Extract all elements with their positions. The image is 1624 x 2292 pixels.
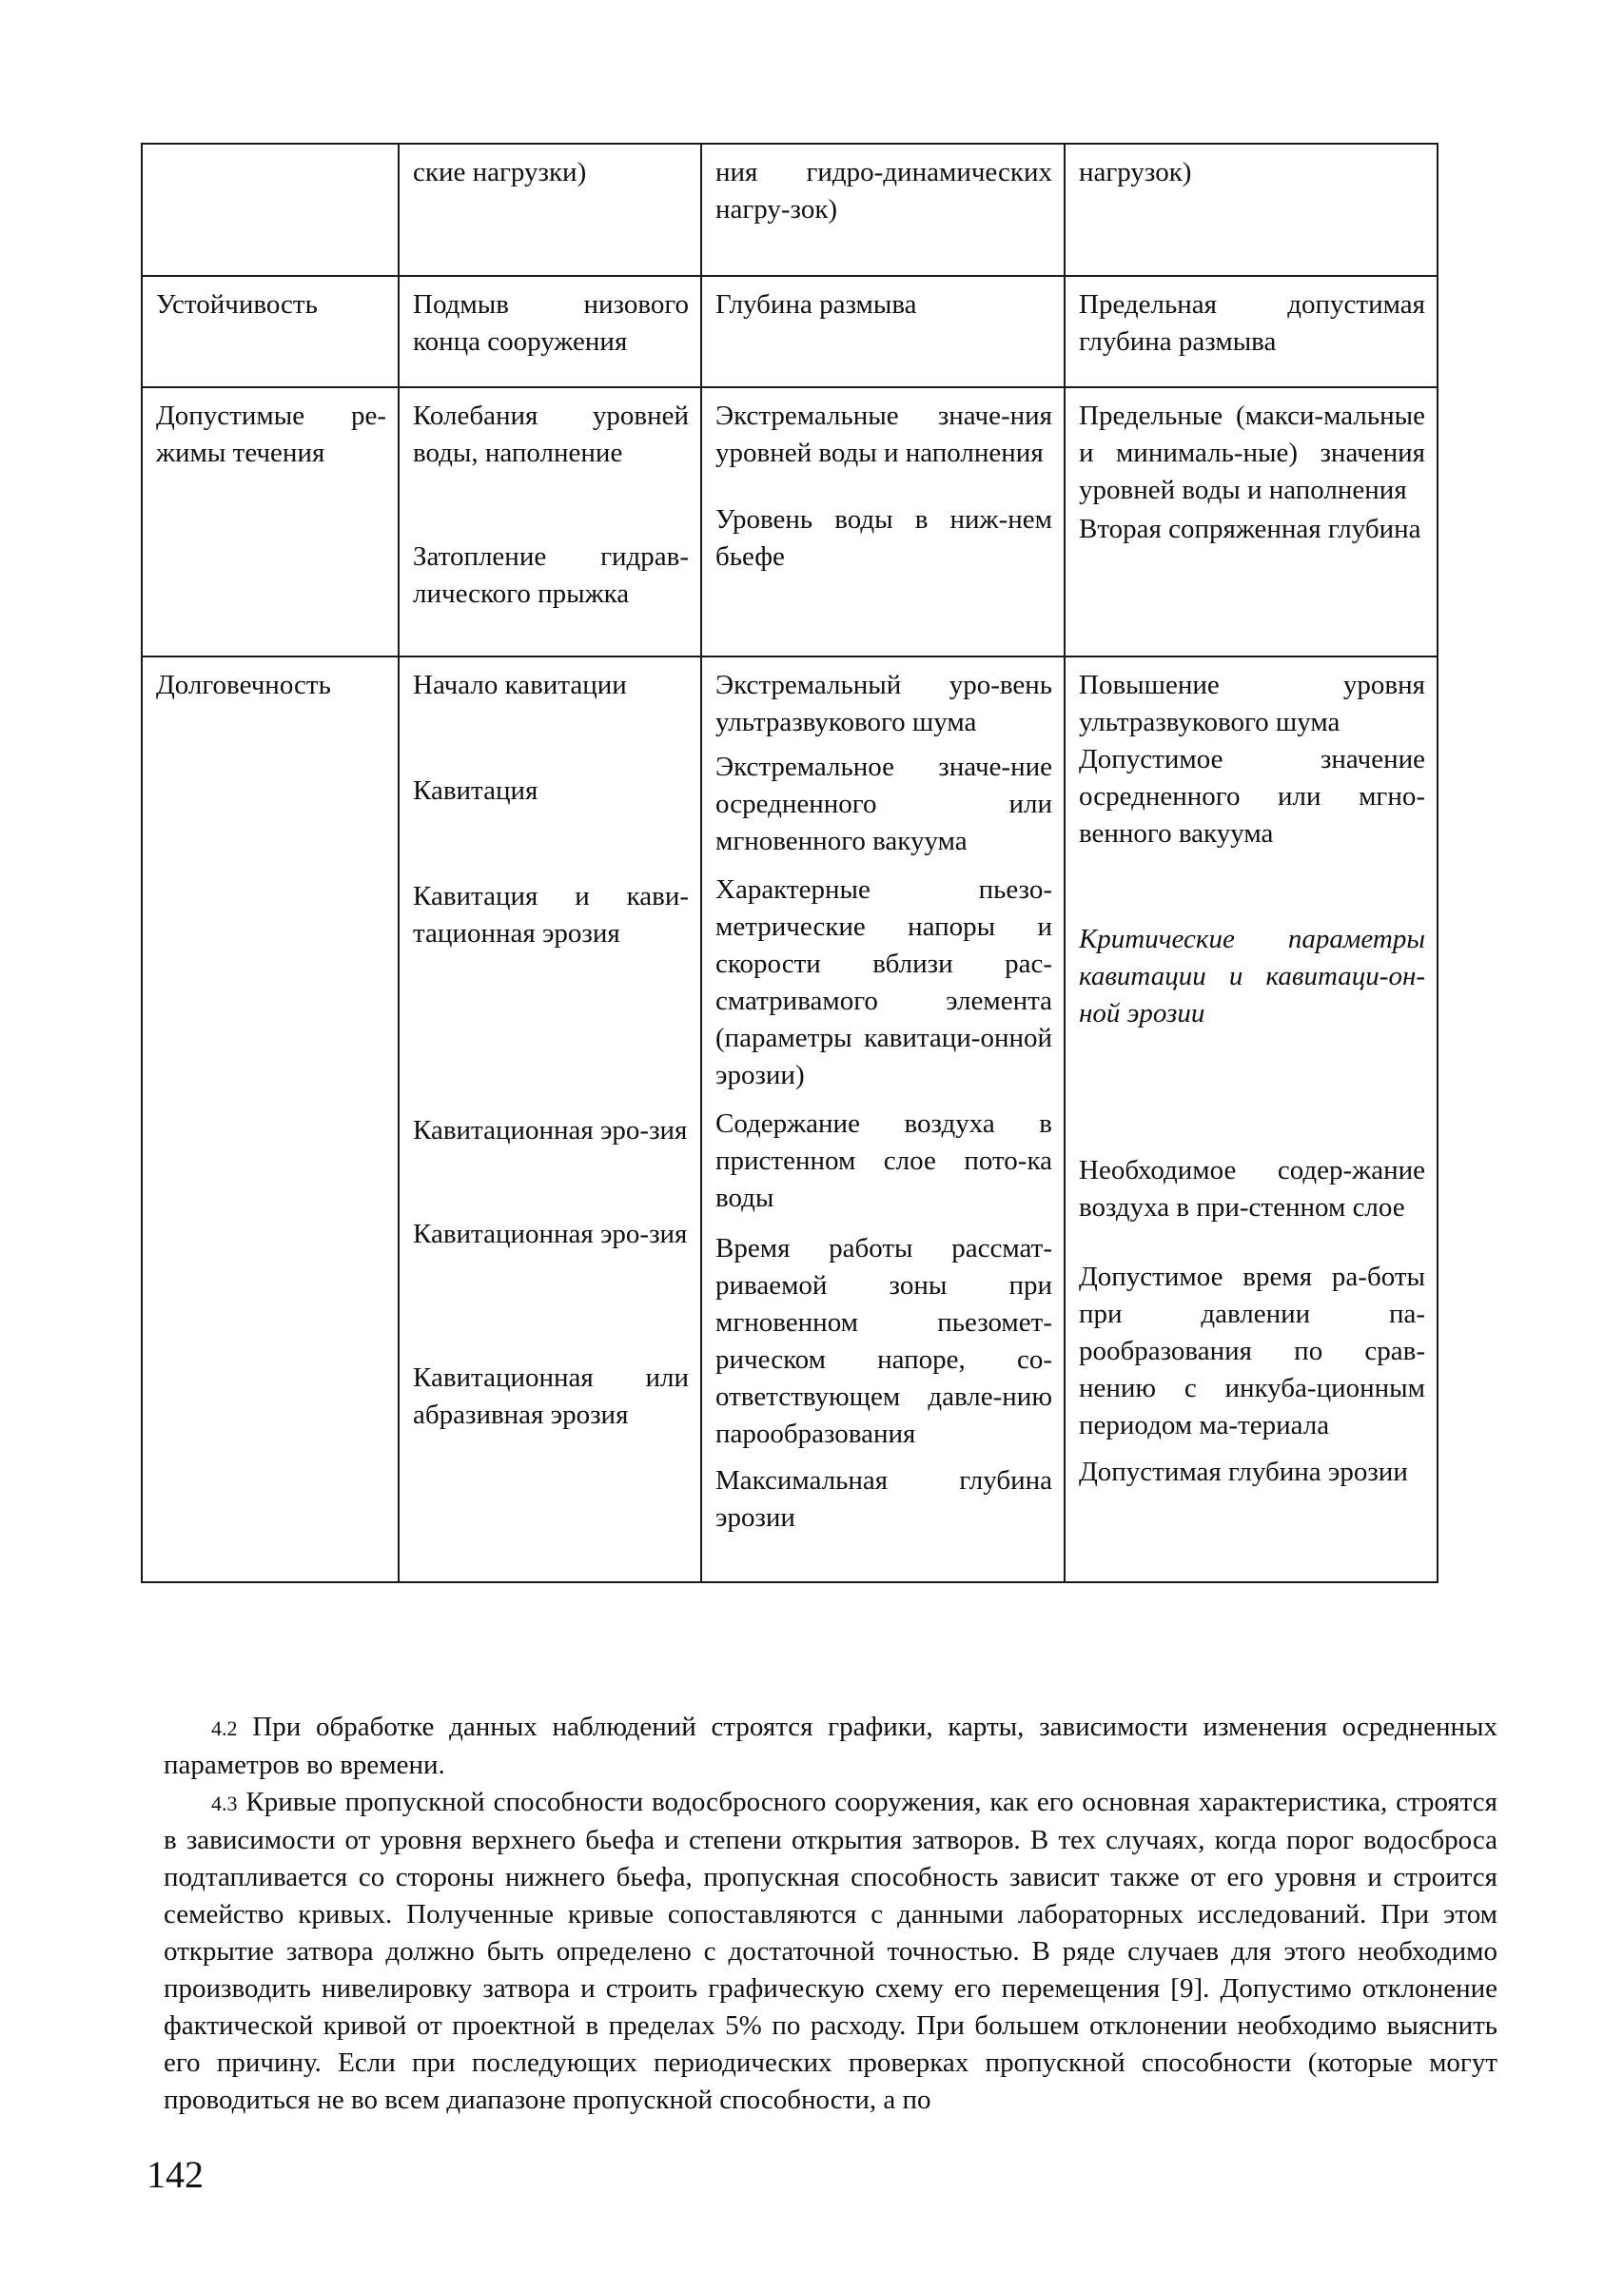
table-cell [399,387,701,656]
criterion: Вторая сопряженная глубина [1079,514,1421,544]
phenomenon: Колебания уровней воды, наполнение [413,401,689,468]
phenomenon: Кавитационная эро-зия [413,1219,688,1249]
phenomenon: Кавитационная эро-зия [413,1115,688,1146]
parameter: Содержание воздуха в пристенном слое пото-ка воды [715,1108,1052,1213]
table-cell-group: Допустимые ре-жимы течения [142,387,399,656]
table-cell: Подмыв низового конца сооружения [399,276,701,387]
parameter: Время работы рассмат-риваемой зоны при мгновенном пьезомет-рическом напоре, со-ответствующем давле-нию парообразования [715,1233,1052,1449]
table-cell-group: Долговечность [142,656,399,1582]
table-cell: Глубина размыва [701,276,1065,387]
paragraph-4-3 [164,1784,1497,2119]
criterion: Предельные (макси-мальные и минималь-ные) значения уровней воды и наполнения [1079,401,1425,505]
parameter: Экстремальный уро-вень ультразвукового шума [715,670,1052,737]
parameter: Экстремальное значе-ние осредненного или мгновенного вакуума [715,752,1052,856]
table-cell [1065,387,1438,656]
phenomenon: Начало кавитации [413,670,627,700]
paragraph-number: 4.2 [211,1716,238,1740]
table-row-stability [142,276,1438,387]
table-cell [701,656,1065,1582]
parameter: Характерные пьезо-метрические напоры и скорости вблизи рас-сматривамого элемента (параметры кавитаци-онной эрозии) [715,874,1052,1090]
table-cell-group: Устойчивость [142,276,399,387]
criterion: Допустимое значение осредненного или мгно-венного вакуума [1079,744,1425,849]
criterion: Допустимое время ра-боты при давлении па-рообразования по срав-нению с инкуба-ционным периодом ма-териала [1079,1262,1425,1440]
criterion: Повышение уровня ультразвукового шума [1079,670,1425,737]
parameter: Экстремальные значе-ния уровней воды и наполнения [715,401,1052,468]
table-cell [1065,656,1438,1582]
phenomenon: Кавитация [413,775,538,806]
paragraph-4-2 [164,1709,1497,1784]
table-cell: нагрузок) [1065,144,1438,276]
phenomenon: Затопление гидрав-лического прыжка [413,541,689,609]
phenomenon: Кавитация и кави-тационная эрозия [413,881,689,949]
body-text [164,1709,1497,2119]
table-cell: ния гидро-динамических нагру-зок) [701,144,1065,276]
monitoring-criteria-table [141,143,1438,1583]
parameter: Максимальная глубина эрозии [715,1465,1052,1533]
paragraph-number: 4.3 [211,1792,238,1815]
table-row-continuation [142,144,1438,276]
criterion: Необходимое содер-жание воздуха в при-стенном слое [1079,1155,1425,1223]
parameter: Уровень воды в ниж-нем бьефе [715,504,1052,572]
phenomenon: Кавитационная или абразивная эрозия [413,1362,689,1430]
table-cell-empty [142,144,399,276]
table-row-durability [142,656,1438,1582]
table-cell [399,656,701,1582]
criterion: Критические параметры кавитации и кавитаци-он-ной эрозии [1079,924,1425,1028]
table-row-flow-regimes [142,387,1438,656]
page-number: 142 [147,2153,204,2196]
table-cell: Предельная допустимая глубина размыва [1065,276,1438,387]
table-cell: ские нагрузки) [399,144,701,276]
paragraph-text: При обработке данных наблюдений строятся графики, карты, зависимости изменения осредненных параметров во времени. [164,1712,1497,1780]
paragraph-text: Кривые пропускной способности водосбросного сооружения, как его основная характеристика, строятся в зависимости от уровня верхнего бьефа и степени открытия затворов. В тех случаях, когда порог водосброса подтапливается со стороны нижнего бьефа, пропускная способность зависит также от его уровня и строится семейство кривых. Полученные кривые сопоставляются с данными лабораторных исследований. При этом открытие затвора должно быть определено с достаточной точностью. В ряде случаев для этого необходимо производить нивелировку затвора и строить графическую схему его перемещения [9]. Допустимо отклонение фактической кривой от проектной в пределах 5% по расходу. При большем отклонении необходимо выяснить его причину. Если при последующих периодических проверках пропускной способности (которые могут проводиться не во всем диапазоне пропускной способности, а по [164,1787,1497,2115]
criterion: Допустимая глубина эрозии [1079,1457,1408,1487]
table-cell [701,387,1065,656]
